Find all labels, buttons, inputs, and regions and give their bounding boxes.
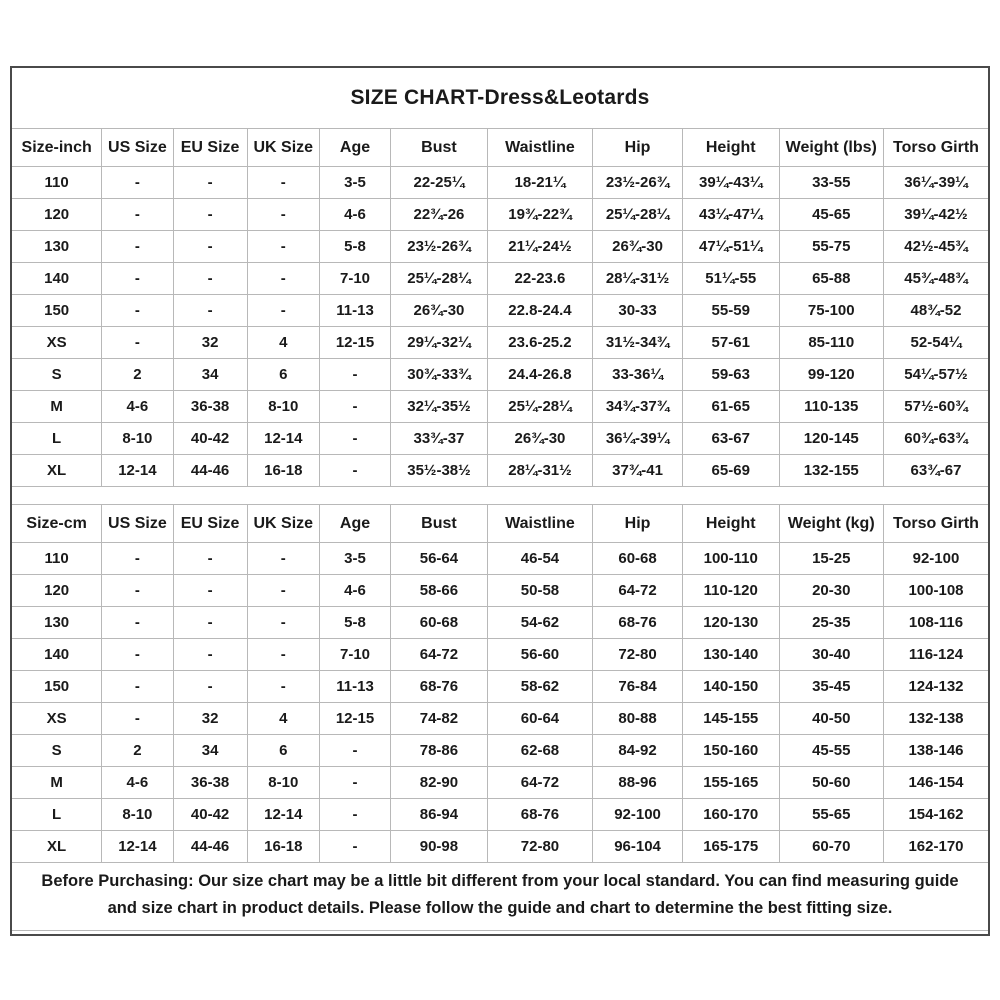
data-cell: 30¾-33¾ bbox=[391, 359, 488, 391]
data-cell: - bbox=[247, 607, 319, 639]
data-cell: 3-5 bbox=[319, 167, 390, 199]
data-cell: 54-62 bbox=[487, 607, 592, 639]
data-cell: 132-138 bbox=[883, 703, 988, 735]
table-row bbox=[12, 199, 988, 231]
table-row bbox=[12, 455, 988, 487]
data-cell: 132-155 bbox=[779, 455, 883, 487]
title-bar bbox=[12, 68, 988, 128]
data-cell: 62-68 bbox=[487, 735, 592, 767]
data-cell: - bbox=[173, 543, 247, 575]
data-cell: 37¾-41 bbox=[593, 455, 683, 487]
column-header: Size-inch bbox=[12, 129, 102, 167]
data-cell: 36¼-39¼ bbox=[883, 167, 988, 199]
row-label-cell: 130 bbox=[12, 231, 102, 263]
data-cell: 108-116 bbox=[883, 607, 988, 639]
column-header: Age bbox=[319, 129, 390, 167]
column-header: Height bbox=[682, 129, 779, 167]
data-cell: 145-155 bbox=[682, 703, 779, 735]
data-cell: - bbox=[247, 263, 319, 295]
data-cell: 24.4-26.8 bbox=[487, 359, 592, 391]
data-cell: - bbox=[173, 295, 247, 327]
data-cell: 22¾-26 bbox=[391, 199, 488, 231]
data-cell: 90-98 bbox=[391, 831, 488, 863]
data-cell: 165-175 bbox=[682, 831, 779, 863]
data-cell: 44-46 bbox=[173, 455, 247, 487]
table-row bbox=[12, 735, 988, 767]
column-header: EU Size bbox=[173, 505, 247, 543]
row-label-cell: 150 bbox=[12, 295, 102, 327]
data-cell: 8-10 bbox=[247, 391, 319, 423]
data-cell: 68-76 bbox=[487, 799, 592, 831]
data-cell: 45-65 bbox=[779, 199, 883, 231]
data-cell: 25¼-28¼ bbox=[487, 391, 592, 423]
table-row bbox=[12, 263, 988, 295]
data-cell: - bbox=[173, 199, 247, 231]
data-cell: 22-25¼ bbox=[391, 167, 488, 199]
data-cell: 56-60 bbox=[487, 639, 592, 671]
data-cell: 84-92 bbox=[593, 735, 683, 767]
data-cell: 76-84 bbox=[593, 671, 683, 703]
data-cell: 12-14 bbox=[247, 423, 319, 455]
column-header: US Size bbox=[102, 505, 173, 543]
data-cell: 64-72 bbox=[487, 767, 592, 799]
data-cell: 60-68 bbox=[593, 543, 683, 575]
column-header: EU Size bbox=[173, 129, 247, 167]
data-cell: 75-100 bbox=[779, 295, 883, 327]
data-cell: - bbox=[102, 703, 173, 735]
table-row bbox=[12, 575, 988, 607]
row-label-cell: L bbox=[12, 423, 102, 455]
data-cell: 80-88 bbox=[593, 703, 683, 735]
data-cell: 65-88 bbox=[779, 263, 883, 295]
data-cell: 55-75 bbox=[779, 231, 883, 263]
data-cell: 5-8 bbox=[319, 607, 390, 639]
column-header: Torso Girth bbox=[883, 505, 988, 543]
data-cell: 22-23.6 bbox=[487, 263, 592, 295]
data-cell: - bbox=[173, 575, 247, 607]
data-cell: 23½-26¾ bbox=[391, 231, 488, 263]
data-cell: 60¾-63¾ bbox=[883, 423, 988, 455]
data-cell: 4 bbox=[247, 327, 319, 359]
data-cell: 138-146 bbox=[883, 735, 988, 767]
table-row bbox=[12, 231, 988, 263]
data-cell: 88-96 bbox=[593, 767, 683, 799]
data-cell: 18-21¼ bbox=[487, 167, 592, 199]
data-cell: 7-10 bbox=[319, 639, 390, 671]
data-cell: 39¼-42½ bbox=[883, 199, 988, 231]
data-cell: - bbox=[173, 671, 247, 703]
data-cell: 110-120 bbox=[682, 575, 779, 607]
data-cell: 4 bbox=[247, 703, 319, 735]
data-cell: 63-67 bbox=[682, 423, 779, 455]
data-cell: 12-15 bbox=[319, 327, 390, 359]
data-cell: 2 bbox=[102, 359, 173, 391]
data-cell: 50-58 bbox=[487, 575, 592, 607]
data-cell: 35-45 bbox=[779, 671, 883, 703]
data-cell: 40-42 bbox=[173, 423, 247, 455]
data-cell: 32 bbox=[173, 327, 247, 359]
data-cell: - bbox=[319, 391, 390, 423]
data-cell: 2 bbox=[102, 735, 173, 767]
table-row bbox=[12, 799, 988, 831]
data-cell: 36-38 bbox=[173, 391, 247, 423]
data-cell: 28¼-31½ bbox=[593, 263, 683, 295]
data-cell: 15-25 bbox=[779, 543, 883, 575]
data-cell: 44-46 bbox=[173, 831, 247, 863]
data-cell: - bbox=[319, 831, 390, 863]
data-cell: 30-33 bbox=[593, 295, 683, 327]
data-cell: 45¾-48¾ bbox=[883, 263, 988, 295]
data-cell: - bbox=[319, 359, 390, 391]
data-cell: - bbox=[247, 295, 319, 327]
row-label-cell: L bbox=[12, 799, 102, 831]
data-cell: 100-108 bbox=[883, 575, 988, 607]
data-cell: - bbox=[247, 167, 319, 199]
data-cell: 8-10 bbox=[247, 767, 319, 799]
column-header: Waistline bbox=[487, 129, 592, 167]
data-cell: - bbox=[102, 639, 173, 671]
data-cell: 57-61 bbox=[682, 327, 779, 359]
data-cell: 6 bbox=[247, 359, 319, 391]
data-cell: - bbox=[102, 295, 173, 327]
data-cell: 8-10 bbox=[102, 423, 173, 455]
column-header: Hip bbox=[593, 129, 683, 167]
data-cell: 72-80 bbox=[487, 831, 592, 863]
data-cell: 54¼-57½ bbox=[883, 359, 988, 391]
data-cell: 31½-34¾ bbox=[593, 327, 683, 359]
row-label-cell: XS bbox=[12, 703, 102, 735]
data-cell: 29¼-32¼ bbox=[391, 327, 488, 359]
data-cell: 19¾-22¾ bbox=[487, 199, 592, 231]
data-cell: 110-135 bbox=[779, 391, 883, 423]
data-cell: 51¼-55 bbox=[682, 263, 779, 295]
data-cell: - bbox=[173, 639, 247, 671]
data-cell: 40-50 bbox=[779, 703, 883, 735]
data-cell: - bbox=[319, 799, 390, 831]
data-cell: 55-59 bbox=[682, 295, 779, 327]
data-cell: 30-40 bbox=[779, 639, 883, 671]
data-cell: 23½-26¾ bbox=[593, 167, 683, 199]
data-cell: 43¼-47¼ bbox=[682, 199, 779, 231]
size-chart-sheet bbox=[10, 66, 990, 936]
table-row bbox=[12, 639, 988, 671]
data-cell: 40-42 bbox=[173, 799, 247, 831]
data-cell: 33-55 bbox=[779, 167, 883, 199]
data-cell: 33-36¼ bbox=[593, 359, 683, 391]
data-cell: 116-124 bbox=[883, 639, 988, 671]
data-cell: 64-72 bbox=[593, 575, 683, 607]
data-cell: - bbox=[102, 231, 173, 263]
data-cell: 39¼-43¼ bbox=[682, 167, 779, 199]
table-row bbox=[12, 831, 988, 863]
data-cell: 55-65 bbox=[779, 799, 883, 831]
data-cell: 154-162 bbox=[883, 799, 988, 831]
header-row bbox=[12, 505, 988, 543]
data-cell: 60-68 bbox=[391, 607, 488, 639]
data-cell: 3-5 bbox=[319, 543, 390, 575]
data-cell: 21¼-24½ bbox=[487, 231, 592, 263]
data-cell: 22.8-24.4 bbox=[487, 295, 592, 327]
table-row bbox=[12, 767, 988, 799]
data-cell: 120-145 bbox=[779, 423, 883, 455]
data-cell: 59-63 bbox=[682, 359, 779, 391]
purchase-note-box bbox=[12, 863, 988, 931]
data-cell: 4-6 bbox=[102, 391, 173, 423]
data-cell: 12-14 bbox=[102, 455, 173, 487]
column-header: UK Size bbox=[247, 505, 319, 543]
data-cell: - bbox=[102, 199, 173, 231]
column-header: Bust bbox=[391, 129, 488, 167]
data-cell: 124-132 bbox=[883, 671, 988, 703]
data-cell: 64-72 bbox=[391, 639, 488, 671]
row-label-cell: 120 bbox=[12, 199, 102, 231]
size-table-cm bbox=[12, 504, 988, 863]
data-cell: 33¾-37 bbox=[391, 423, 488, 455]
data-cell: - bbox=[173, 167, 247, 199]
data-cell: 60-70 bbox=[779, 831, 883, 863]
data-cell: 36-38 bbox=[173, 767, 247, 799]
data-cell: - bbox=[102, 575, 173, 607]
data-cell: 47¼-51¼ bbox=[682, 231, 779, 263]
data-cell: 57½-60¾ bbox=[883, 391, 988, 423]
data-cell: 160-170 bbox=[682, 799, 779, 831]
data-cell: 130-140 bbox=[682, 639, 779, 671]
row-label-cell: XL bbox=[12, 455, 102, 487]
column-header: Weight (kg) bbox=[779, 505, 883, 543]
data-cell: 5-8 bbox=[319, 231, 390, 263]
row-label-cell: 110 bbox=[12, 167, 102, 199]
table-row bbox=[12, 607, 988, 639]
data-cell: 146-154 bbox=[883, 767, 988, 799]
data-cell: 28¼-31½ bbox=[487, 455, 592, 487]
data-cell: 120-130 bbox=[682, 607, 779, 639]
data-cell: 34 bbox=[173, 359, 247, 391]
data-cell: 100-110 bbox=[682, 543, 779, 575]
data-cell: - bbox=[319, 455, 390, 487]
data-cell: 11-13 bbox=[319, 295, 390, 327]
data-cell: - bbox=[247, 231, 319, 263]
data-cell: 74-82 bbox=[391, 703, 488, 735]
data-cell: - bbox=[173, 231, 247, 263]
column-header: Size-cm bbox=[12, 505, 102, 543]
data-cell: 35½-38½ bbox=[391, 455, 488, 487]
row-label-cell: M bbox=[12, 767, 102, 799]
data-cell: 60-64 bbox=[487, 703, 592, 735]
data-cell: - bbox=[102, 607, 173, 639]
data-cell: 12-14 bbox=[247, 799, 319, 831]
row-label-cell: 140 bbox=[12, 639, 102, 671]
row-label-cell: XS bbox=[12, 327, 102, 359]
data-cell: 26¾-30 bbox=[487, 423, 592, 455]
data-cell: - bbox=[173, 263, 247, 295]
row-label-cell: 110 bbox=[12, 543, 102, 575]
row-label-cell: 140 bbox=[12, 263, 102, 295]
data-cell: 140-150 bbox=[682, 671, 779, 703]
row-label-cell: XL bbox=[12, 831, 102, 863]
data-cell: 48¾-52 bbox=[883, 295, 988, 327]
size-table-inch bbox=[12, 128, 988, 487]
data-cell: 12-14 bbox=[102, 831, 173, 863]
table-row bbox=[12, 167, 988, 199]
data-cell: 82-90 bbox=[391, 767, 488, 799]
data-cell: 52-54¼ bbox=[883, 327, 988, 359]
row-label-cell: M bbox=[12, 391, 102, 423]
data-cell: - bbox=[102, 671, 173, 703]
table-row bbox=[12, 423, 988, 455]
table-row bbox=[12, 391, 988, 423]
data-cell: 78-86 bbox=[391, 735, 488, 767]
data-cell: 32 bbox=[173, 703, 247, 735]
data-cell: 34 bbox=[173, 735, 247, 767]
data-cell: - bbox=[247, 671, 319, 703]
column-header: Bust bbox=[391, 505, 488, 543]
data-cell: - bbox=[247, 543, 319, 575]
column-header: Torso Girth bbox=[883, 129, 988, 167]
data-cell: - bbox=[102, 167, 173, 199]
row-label-cell: 150 bbox=[12, 671, 102, 703]
data-cell: - bbox=[247, 575, 319, 607]
data-cell: 58-66 bbox=[391, 575, 488, 607]
row-label-cell: S bbox=[12, 735, 102, 767]
data-cell: 86-94 bbox=[391, 799, 488, 831]
row-label-cell: 120 bbox=[12, 575, 102, 607]
data-cell: 26¾-30 bbox=[593, 231, 683, 263]
column-header: US Size bbox=[102, 129, 173, 167]
data-cell: 61-65 bbox=[682, 391, 779, 423]
data-cell: 25¼-28¼ bbox=[391, 263, 488, 295]
data-cell: 42½-45¾ bbox=[883, 231, 988, 263]
header-row bbox=[12, 129, 988, 167]
data-cell: 36¼-39¼ bbox=[593, 423, 683, 455]
row-label-cell: 130 bbox=[12, 607, 102, 639]
data-cell: 34¾-37¾ bbox=[593, 391, 683, 423]
data-cell: 16-18 bbox=[247, 831, 319, 863]
table-row bbox=[12, 295, 988, 327]
data-cell: 25-35 bbox=[779, 607, 883, 639]
data-cell: 68-76 bbox=[593, 607, 683, 639]
data-cell: 65-69 bbox=[682, 455, 779, 487]
row-label-cell: S bbox=[12, 359, 102, 391]
data-cell: - bbox=[247, 639, 319, 671]
data-cell: 150-160 bbox=[682, 735, 779, 767]
data-cell: 72-80 bbox=[593, 639, 683, 671]
column-header: Age bbox=[319, 505, 390, 543]
column-header: Weight (lbs) bbox=[779, 129, 883, 167]
data-cell: 58-62 bbox=[487, 671, 592, 703]
bottom-spacer bbox=[12, 931, 988, 934]
data-cell: 68-76 bbox=[391, 671, 488, 703]
column-header: UK Size bbox=[247, 129, 319, 167]
data-cell: 26¾-30 bbox=[391, 295, 488, 327]
data-cell: 155-165 bbox=[682, 767, 779, 799]
data-cell: 46-54 bbox=[487, 543, 592, 575]
data-cell: - bbox=[102, 543, 173, 575]
data-cell: 25¼-28¼ bbox=[593, 199, 683, 231]
data-cell: 7-10 bbox=[319, 263, 390, 295]
table-separator bbox=[12, 487, 988, 504]
data-cell: 92-100 bbox=[883, 543, 988, 575]
data-cell: - bbox=[102, 263, 173, 295]
data-cell: - bbox=[319, 423, 390, 455]
data-cell: 11-13 bbox=[319, 671, 390, 703]
data-cell: 23.6-25.2 bbox=[487, 327, 592, 359]
table-row bbox=[12, 359, 988, 391]
data-cell: 99-120 bbox=[779, 359, 883, 391]
data-cell: 85-110 bbox=[779, 327, 883, 359]
column-header: Height bbox=[682, 505, 779, 543]
table-row bbox=[12, 671, 988, 703]
data-cell: 32¼-35½ bbox=[391, 391, 488, 423]
data-cell: 20-30 bbox=[779, 575, 883, 607]
data-cell: 92-100 bbox=[593, 799, 683, 831]
page-title: SIZE CHART-Dress&Leotards bbox=[350, 86, 650, 109]
data-cell: 45-55 bbox=[779, 735, 883, 767]
data-cell: 96-104 bbox=[593, 831, 683, 863]
table-row bbox=[12, 327, 988, 359]
data-cell: - bbox=[319, 767, 390, 799]
data-cell: 6 bbox=[247, 735, 319, 767]
table-row bbox=[12, 543, 988, 575]
column-header: Hip bbox=[593, 505, 683, 543]
data-cell: 4-6 bbox=[102, 767, 173, 799]
data-cell: 4-6 bbox=[319, 575, 390, 607]
data-cell: 4-6 bbox=[319, 199, 390, 231]
data-cell: 63¾-67 bbox=[883, 455, 988, 487]
data-cell: 50-60 bbox=[779, 767, 883, 799]
data-cell: - bbox=[102, 327, 173, 359]
data-cell: 162-170 bbox=[883, 831, 988, 863]
data-cell: - bbox=[173, 607, 247, 639]
data-cell: - bbox=[319, 735, 390, 767]
table-row bbox=[12, 703, 988, 735]
column-header: Waistline bbox=[487, 505, 592, 543]
purchase-note-text: Before Purchasing: Our size chart may be a little bit different from your local standard. You can find measuring guide and size chart in product details. Please follow the guide and chart to determine the best fitting size. bbox=[41, 872, 959, 917]
data-cell: 8-10 bbox=[102, 799, 173, 831]
data-cell: 12-15 bbox=[319, 703, 390, 735]
data-cell: 56-64 bbox=[391, 543, 488, 575]
data-cell: 16-18 bbox=[247, 455, 319, 487]
data-cell: - bbox=[247, 199, 319, 231]
